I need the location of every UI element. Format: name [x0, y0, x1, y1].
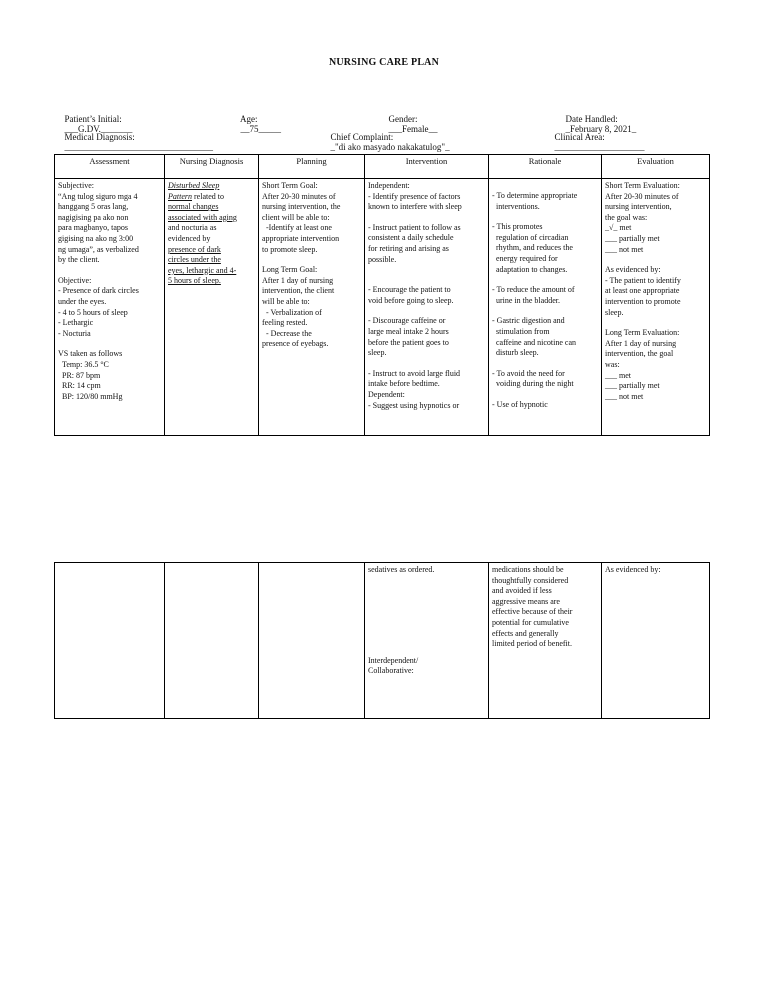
text-line: gigising na ako ng 3:00: [58, 233, 134, 243]
text-line: stimulation from: [492, 326, 550, 336]
text-line: effects and generally: [492, 628, 559, 638]
text-line: - To avoid the need for: [492, 368, 565, 378]
text-line: After 20-30 minutes of: [262, 191, 336, 201]
gender-label: Gender:: [388, 114, 418, 124]
text-line: - Instruct patient to follow as: [368, 222, 461, 232]
text-line: ng umaga”, as verbalized: [58, 244, 139, 254]
text-line: known to interfere with sleep: [368, 202, 462, 212]
text-line: [58, 266, 161, 276]
diagnosis-line: 5 hours of sleep.: [168, 276, 221, 286]
text-line: [368, 306, 485, 316]
text-line: Long Term Evaluation:: [605, 328, 680, 338]
text-line: [492, 212, 598, 222]
text-line: will be able to:: [262, 296, 310, 306]
planning-cell: [259, 179, 365, 436]
text-line: - Identify presence of factors: [368, 191, 461, 201]
text-line: - Decrease the: [262, 328, 312, 338]
assessment-cell-continued: [55, 563, 165, 719]
text-line: ___ partially met: [605, 233, 660, 243]
text-line: intervention to promote: [605, 296, 681, 306]
diagnosis-line: eyes, lethargic and 4-: [168, 265, 237, 275]
text-line: [368, 646, 485, 656]
text-line: rhythm, and reduces the: [492, 243, 573, 253]
text-line: nagigising pa ako non: [58, 212, 129, 222]
text-line: Temp: 36.5 °C: [58, 359, 109, 369]
diagnosis-cell: [165, 179, 259, 436]
text-line: intake before bedtime.: [368, 379, 440, 389]
text-line: - Encourage the patient to: [368, 285, 451, 295]
column-header-rationale: Rationale: [489, 155, 602, 179]
text-line: [605, 318, 706, 328]
text-line: intervention, the client: [262, 286, 335, 296]
clinical-area-label: Clinical Area:: [554, 132, 605, 142]
text-line: After 1 day of nursing: [605, 338, 677, 348]
chief-complaint-value: _"di ako masyado nakakatulog"_: [330, 142, 450, 152]
diagnosis-line: and nocturia as: [168, 223, 217, 233]
text-line: under the eyes.: [58, 296, 107, 306]
text-line: - Nocturia: [58, 328, 91, 338]
text-line: [58, 339, 161, 349]
text-line: [262, 255, 361, 265]
chief-complaint-label: Chief Complaint:: [330, 132, 394, 142]
text-line: ___ partially met: [605, 381, 660, 391]
text-line: Short Term Goal:: [262, 181, 318, 190]
text-line: [368, 359, 485, 369]
text-line: - Discourage caffeine or: [368, 316, 446, 326]
text-line: VS taken as follows: [58, 349, 123, 359]
text-line: and avoided if less: [492, 586, 552, 596]
rationale-cell-continued: [489, 563, 602, 719]
diagnosis-line: normal changes: [168, 202, 219, 212]
intervention-cell: [365, 179, 489, 436]
text-line: [368, 265, 485, 275]
care-plan-table: [54, 154, 710, 436]
text-line: After 1 day of nursing: [262, 275, 334, 285]
text-line: urine in the bladder.: [492, 295, 560, 305]
patient-initial-value: ___G.DV._______: [64, 124, 133, 134]
text-line: intervention, the goal: [605, 349, 674, 359]
text-line: nursing intervention,: [605, 202, 672, 212]
text-line: effective because of their: [492, 607, 573, 617]
text-line: consistent a daily schedule: [368, 233, 454, 243]
text-line: aggressive means are: [492, 596, 560, 606]
text-line: client will be able to:: [262, 212, 330, 222]
text-line: Objective:: [58, 275, 92, 285]
text-line: interventions.: [492, 201, 540, 211]
text-line: large meal intake 2 hours: [368, 326, 449, 336]
text-line: [492, 306, 598, 316]
text-line: - Suggest using hypnotics or: [368, 400, 460, 410]
clinical-area-value: ____________________: [554, 142, 645, 152]
chief-complaint: [326, 122, 450, 152]
text-line: sleep.: [368, 348, 387, 358]
text-line: After 20-30 minutes of: [605, 191, 679, 201]
text-line: - To determine appropriate: [492, 191, 578, 200]
text-line: [492, 275, 598, 285]
text-line: Independent:: [368, 181, 410, 190]
text-line: As evidenced by:: [605, 565, 661, 574]
date-label: Date Handled:: [565, 114, 618, 124]
text-line: the goal was:: [605, 212, 648, 222]
table-header-row: [55, 155, 710, 179]
column-header-planning: Planning: [259, 155, 365, 179]
text-line: - Gastric digestion and: [492, 316, 565, 326]
text-line: potential for cumulative: [492, 617, 569, 627]
text-line: at least one appropriate: [605, 286, 680, 296]
text-line: Long Term Goal:: [262, 265, 318, 275]
document-title: NURSING CARE PLAN: [328, 57, 440, 68]
text-line: regulation of circadian: [492, 232, 569, 242]
text-line: [368, 616, 485, 626]
clinical-area: [550, 122, 645, 152]
text-line: limited period of benefit.: [492, 639, 572, 649]
text-line: - Verbalization of: [262, 307, 322, 317]
text-line: BP: 120/80 mmHg: [58, 391, 123, 401]
text-line: to promote sleep.: [262, 244, 318, 254]
text-line: - This promotes: [492, 222, 543, 232]
diagnosis-term-2: Pattern: [168, 191, 192, 201]
text-line: ___ met: [605, 370, 631, 380]
text-line: - Use of hypnotic: [492, 399, 548, 409]
planning-cell-continued: [259, 563, 365, 719]
evaluation-cell: [602, 179, 710, 436]
text-line: PR: 87 bpm: [58, 370, 101, 380]
text-line: - Presence of dark circles: [58, 286, 139, 296]
text-line: [368, 586, 485, 596]
text-line: adaptation to changes.: [492, 264, 568, 274]
date-value: _February 8, 2021_: [565, 124, 637, 134]
text-line: sleep.: [605, 307, 624, 317]
text-line: - The patient to identify: [605, 275, 681, 285]
patient-initial-label: Patient’s Initial:: [64, 114, 122, 124]
text-line: ___ not met: [605, 244, 644, 254]
text-line: [368, 626, 485, 636]
text-line: void before going to sleep.: [368, 295, 454, 305]
text-line: [368, 606, 485, 616]
evaluation-cell-continued: [602, 563, 710, 719]
text-line: hanggang 5 oras lang,: [58, 202, 129, 212]
assessment-cell: [55, 179, 165, 436]
text-line: [368, 275, 485, 285]
column-header-diagnosis: Nursing Diagnosis: [165, 155, 259, 179]
text-line: energy required for: [492, 253, 558, 263]
text-line: Subjective:: [58, 181, 94, 190]
column-header-assessment: Assessment: [55, 155, 165, 179]
text-line: medications should be: [492, 565, 564, 574]
text-line: disturb sleep.: [492, 348, 539, 358]
table-row: [55, 563, 710, 719]
text-line: nursing intervention, the: [262, 202, 341, 212]
text-line: [492, 359, 598, 369]
text-line: - To reduce the amount of: [492, 285, 575, 295]
text-line: thoughtfully considered: [492, 575, 569, 585]
text-line: before the patient goes to: [368, 337, 449, 347]
diagnosis-line: associated with aging: [168, 212, 237, 222]
text-line: As evidenced by:: [605, 265, 661, 275]
text-line: _√_ met: [605, 223, 632, 233]
text-line: Dependent:: [368, 389, 405, 399]
medical-diagnosis: [60, 122, 213, 152]
intervention-cell-continued: [365, 563, 489, 719]
medical-diagnosis-value: _________________________________: [64, 142, 213, 152]
text-line: Short Term Evaluation:: [605, 181, 680, 190]
text-line: “Ang tulog siguro mga 4: [58, 191, 138, 201]
text-line: -Identify at least one: [262, 223, 332, 233]
diagnosis-line: evidenced by: [168, 233, 211, 243]
text-line: possible.: [368, 254, 397, 264]
text-line: for retiring and arising as: [368, 243, 449, 253]
age-label: Age:: [240, 114, 258, 124]
text-line: caffeine and nicotine can: [492, 337, 577, 347]
text-line: presence of eyebags.: [262, 339, 329, 349]
text-line: Collaborative:: [368, 666, 414, 676]
gender-value: ___Female__: [388, 124, 438, 134]
text-line: [368, 576, 485, 586]
care-plan-table-continued: [54, 562, 710, 719]
table-row: [55, 179, 710, 436]
text-line: - 4 to 5 hours of sleep: [58, 307, 128, 317]
diagnosis-line: circles under the: [168, 255, 221, 265]
text-line: ___ not met: [605, 391, 644, 401]
medical-diagnosis-label: Medical Diagnosis:: [64, 132, 135, 142]
age-value: __75_____: [240, 124, 281, 134]
text-line: [368, 213, 485, 223]
diagnosis-term-1: Disturbed Sleep: [168, 181, 220, 190]
text-line: [492, 390, 598, 400]
text-line: [368, 636, 485, 646]
text-line: feeling rested.: [262, 318, 308, 328]
text-line: by the client.: [58, 255, 100, 265]
text-line: [492, 181, 598, 191]
diagnosis-line: presence of dark: [168, 244, 221, 254]
text-line: Interdependent/: [368, 655, 419, 665]
text-line: - Instruct to avoid large fluid: [368, 368, 461, 378]
text-line: RR: 14 cpm: [58, 381, 101, 391]
text-line: [368, 596, 485, 606]
text-line: voiding during the night: [492, 379, 574, 389]
text-line: sedatives as ordered.: [368, 565, 435, 574]
column-header-intervention: Intervention: [365, 155, 489, 179]
text-line: para magbanyo, tapos: [58, 223, 128, 233]
column-header-evaluation: Evaluation: [602, 155, 710, 179]
diagnosis-cell-continued: [165, 563, 259, 719]
diagnosis-related: related to: [192, 191, 224, 201]
text-line: - Lethargic: [58, 318, 94, 328]
text-line: appropriate intervention: [262, 233, 340, 243]
text-line: was:: [605, 359, 620, 369]
rationale-cell: [489, 179, 602, 436]
age: [236, 104, 281, 134]
text-line: [605, 255, 706, 265]
